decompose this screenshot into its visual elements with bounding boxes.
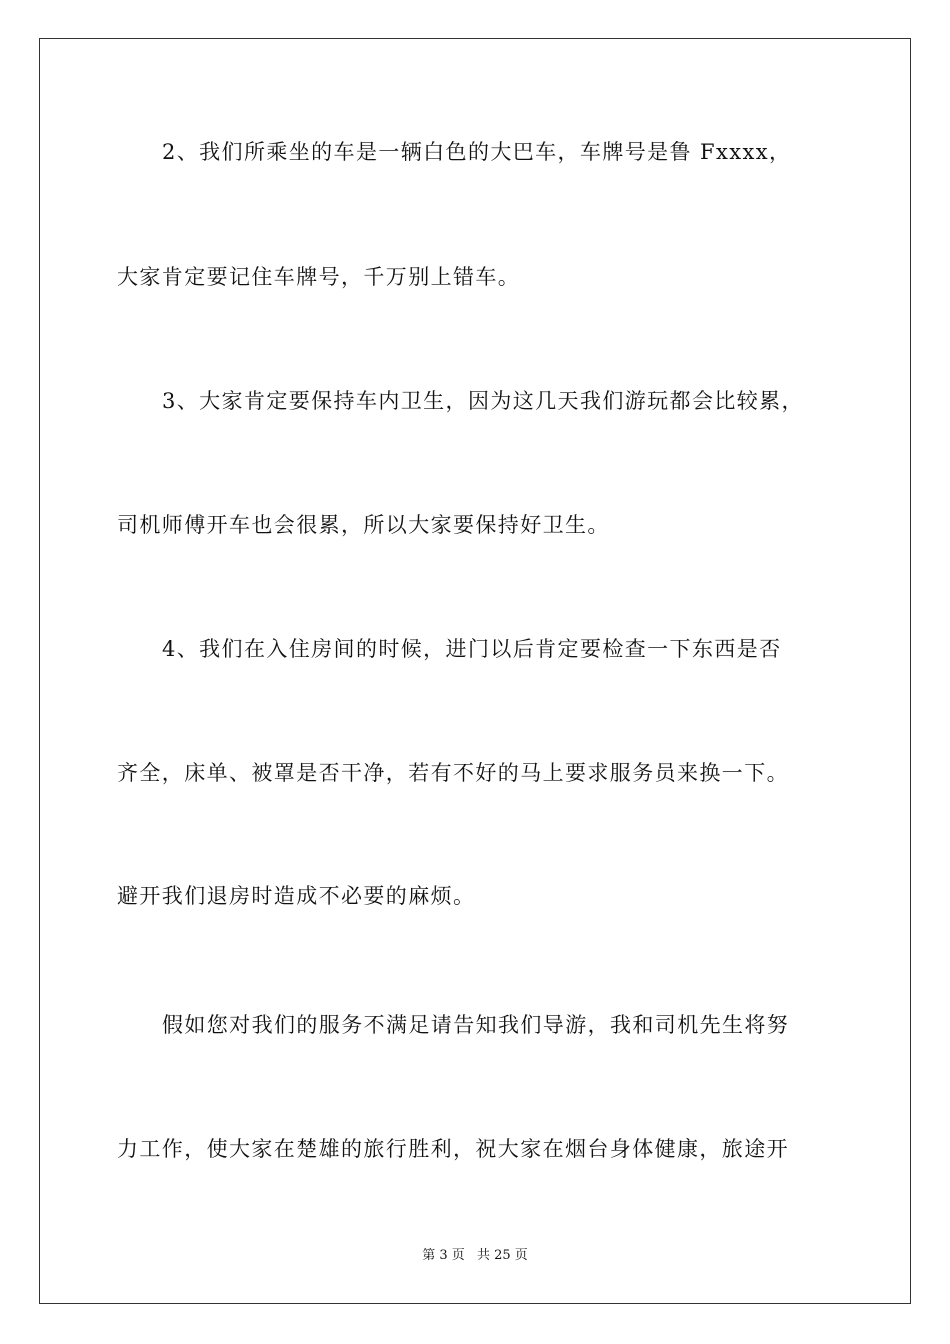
- page-footer: [0, 1247, 950, 1265]
- paragraph-line: 3、大家肯定要保持车内卫生，因为这几天我们游玩都会比较累，: [162, 389, 804, 413]
- page-number: 第 3 页: [422, 1248, 465, 1263]
- paragraph-line: 假如您对我们的服务不满足请告知我们导游，我和司机先生将努: [162, 1013, 790, 1037]
- paragraph-line: 4、我们在入住房间的时候，进门以后肯定要检查一下东西是否: [162, 637, 782, 661]
- paragraph-line: 2、我们所乘坐的车是一辆白色的大巴车，车牌号是鲁 Fxxxx，: [162, 140, 792, 164]
- paragraph-line: 力工作，使大家在楚雄的旅行胜利，祝大家在烟台身体健康，旅途开: [117, 1137, 789, 1161]
- paragraph-line: 避开我们退房时造成不必要的麻烦。: [117, 884, 476, 908]
- paragraph-line: 齐全，床单、被罩是否干净，若有不好的马上要求服务员来换一下。: [117, 761, 789, 785]
- page-frame: [39, 38, 911, 1304]
- paragraph-line: 大家肯定要记住车牌号，千万别上错车。: [117, 265, 521, 289]
- total-pages: 共 25 页: [476, 1248, 528, 1263]
- paragraph-line: 司机师傅开车也会很累，所以大家要保持好卫生。: [117, 513, 610, 537]
